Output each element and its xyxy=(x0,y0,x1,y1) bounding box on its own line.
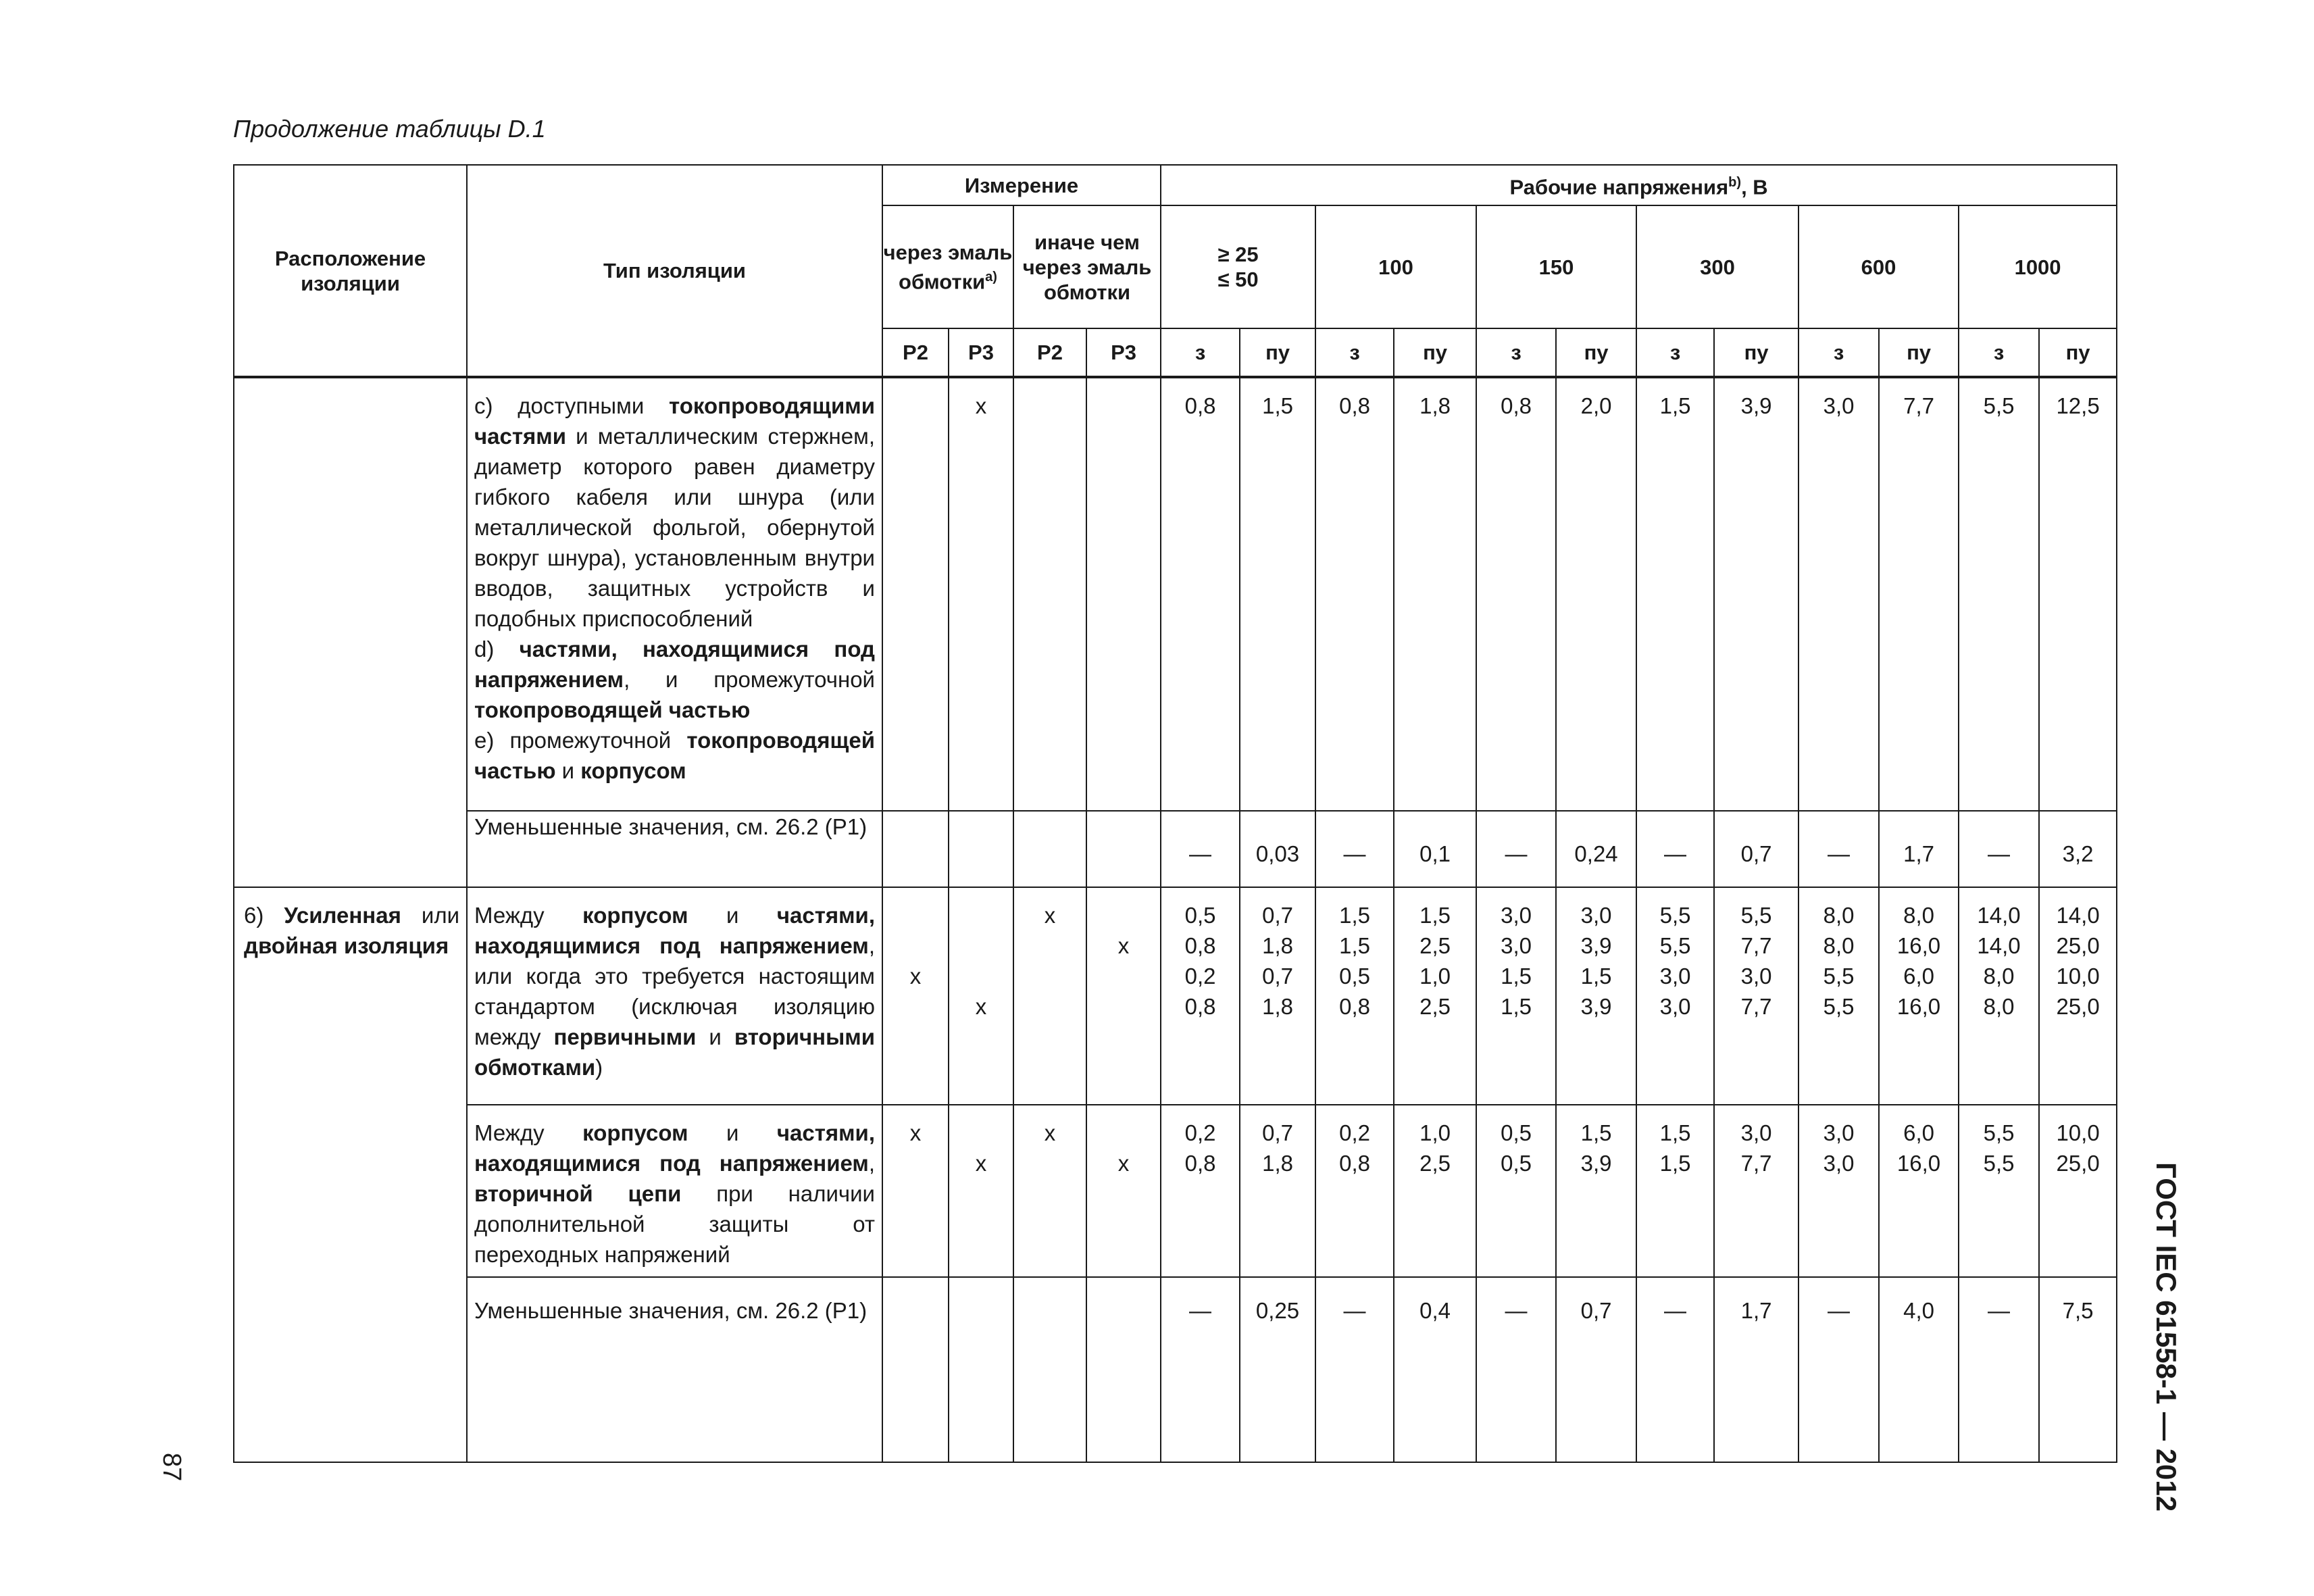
header-p3: P3 xyxy=(949,328,1013,377)
table-cell: 1,5 xyxy=(1240,377,1315,811)
table-cell: — xyxy=(1636,1277,1714,1462)
row-c-reduced-p2 xyxy=(882,811,949,887)
table-cell: — xyxy=(1959,1277,2039,1462)
header-z: з xyxy=(1315,328,1394,377)
row6-col-8: 8,0 8,0 5,5 5,5 xyxy=(1799,887,1879,1105)
header-voltage-25-50: ≥ 25 ≤ 50 xyxy=(1161,205,1315,328)
header-voltage-100: 100 xyxy=(1315,205,1476,328)
row6-col-2: 1,5 1,5 0,5 0,8 xyxy=(1315,887,1394,1105)
header-voltage-600: 600 xyxy=(1799,205,1959,328)
table-cell: 1,7 xyxy=(1714,1277,1799,1462)
row6-p3-other-mark: x xyxy=(1086,887,1161,1105)
row7-col-10: 5,5 5,5 xyxy=(1959,1105,2039,1277)
table-cell: — xyxy=(1161,1277,1240,1462)
row6-col-7: 5,5 7,7 3,0 7,7 xyxy=(1714,887,1799,1105)
row-c-reduced-p3-other xyxy=(1086,811,1161,887)
header-p2: P2 xyxy=(882,328,949,377)
header-z: з xyxy=(1476,328,1556,377)
table-cell: 7,5 xyxy=(2039,1277,2117,1462)
row7-col-5: 1,5 3,9 xyxy=(1556,1105,1636,1277)
table-cell: 1,8 xyxy=(1394,377,1476,811)
table-cell: 0,03 xyxy=(1240,811,1315,887)
table-cell: 7,7 xyxy=(1879,377,1959,811)
row6-col-5: 3,0 3,9 1,5 3,9 xyxy=(1556,887,1636,1105)
row-c-p2 xyxy=(882,377,949,811)
row7-col-3: 1,0 2,5 xyxy=(1394,1105,1476,1277)
row-c-p3-other xyxy=(1086,377,1161,811)
row7-col-1: 0,7 1,8 xyxy=(1240,1105,1315,1277)
table-cell: 3,0 xyxy=(1799,377,1879,811)
row7-reduced-text: Уменьшенные значения, см. 26.2 (P1) xyxy=(467,1277,882,1462)
row6-col-11: 14,0 25,0 10,0 25,0 xyxy=(2039,887,2117,1105)
table-cell: 0,8 xyxy=(1161,377,1240,811)
header-measurement: Измерение xyxy=(882,165,1161,205)
row7-type: Между корпусом и частями, находящимися под напряжением, вторичной цепи при наличии дополнительной защиты от переходных напряжений xyxy=(467,1105,882,1277)
header-pu: пу xyxy=(1879,328,1959,377)
row7-col-8: 3,0 3,0 xyxy=(1799,1105,1879,1277)
table-cell: — xyxy=(1799,1277,1879,1462)
table-cell: 0,8 xyxy=(1476,377,1556,811)
table-cell: — xyxy=(1799,811,1879,887)
header-pu: пу xyxy=(2039,328,2117,377)
header-z: з xyxy=(1161,328,1240,377)
row7-p3-other-mark: x xyxy=(1086,1105,1161,1277)
table-cell: 0,7 xyxy=(1556,1277,1636,1462)
row7-col-2: 0,2 0,8 xyxy=(1315,1105,1394,1277)
table-cell: 0,24 xyxy=(1556,811,1636,887)
header-z: з xyxy=(1636,328,1714,377)
row-c-reduced-p3 xyxy=(949,811,1013,887)
table-cell: — xyxy=(1476,1277,1556,1462)
table-cell: 5,5 xyxy=(1959,377,2039,811)
row6-col-4: 3,0 3,0 1,5 1,5 xyxy=(1476,887,1556,1105)
header-type: Тип изоляции xyxy=(467,165,882,377)
row6-type: Между корпусом и частями, находящимися под напряжением, или когда это требуется настоящим стандартом (исключая изоляцию между первичными и вторичными обмотками) xyxy=(467,887,882,1105)
header-z: з xyxy=(1799,328,1879,377)
row7-p3-mark: x xyxy=(949,1105,1013,1277)
table-cell: 2,0 xyxy=(1556,377,1636,811)
row6-col-0: 0,5 0,8 0,2 0,8 xyxy=(1161,887,1240,1105)
header-pu: пу xyxy=(1394,328,1476,377)
header-other-than-enamel: иначе чем через эмаль обмотки xyxy=(1013,205,1161,328)
row7-p2-mark: x xyxy=(882,1105,949,1277)
row7-reduced-p3-other xyxy=(1086,1277,1161,1462)
table-cell: — xyxy=(1476,811,1556,887)
row6-p3-mark: x xyxy=(949,887,1013,1105)
header-pu: пу xyxy=(1240,328,1315,377)
row7-p2-other-mark: x xyxy=(1013,1105,1086,1277)
table-cell: — xyxy=(1315,1277,1394,1462)
table-cell: — xyxy=(1315,811,1394,887)
header-p3-other: P3 xyxy=(1086,328,1161,377)
row6-col-1: 0,7 1,8 0,7 1,8 xyxy=(1240,887,1315,1105)
header-voltage-150: 150 xyxy=(1476,205,1636,328)
table-cell: — xyxy=(1636,811,1714,887)
table-cell: 3,9 xyxy=(1714,377,1799,811)
row7-col-11: 10,0 25,0 xyxy=(2039,1105,2117,1277)
insulation-table xyxy=(233,164,2117,1463)
row6-col-9: 8,0 16,0 6,0 16,0 xyxy=(1879,887,1959,1105)
header-pu: пу xyxy=(1714,328,1799,377)
location-cell-empty xyxy=(234,377,467,887)
row7-col-4: 0,5 0,5 xyxy=(1476,1105,1556,1277)
row6-col-3: 1,5 2,5 1,0 2,5 xyxy=(1394,887,1476,1105)
header-location: Расположение изоляции xyxy=(234,165,467,377)
header-voltage-1000: 1000 xyxy=(1959,205,2117,328)
row7-col-9: 6,0 16,0 xyxy=(1879,1105,1959,1277)
header-voltage-300: 300 xyxy=(1636,205,1799,328)
header-voltage: Рабочие напряжения$^{b)}$, В xyxy=(1161,165,2117,205)
table-cell: 4,0 xyxy=(1879,1277,1959,1462)
header-p2-other: P2 xyxy=(1013,328,1086,377)
row7-col-7: 3,0 7,7 xyxy=(1714,1105,1799,1277)
row6-col-6: 5,5 5,5 3,0 3,0 xyxy=(1636,887,1714,1105)
page-number: 87 xyxy=(157,1453,186,1482)
table-cell: 1,5 xyxy=(1636,377,1714,811)
table-cell: 0,4 xyxy=(1394,1277,1476,1462)
row6-col-10: 14,0 14,0 8,0 8,0 xyxy=(1959,887,2039,1105)
header-pu: пу xyxy=(1556,328,1636,377)
row7-col-6: 1,5 1,5 xyxy=(1636,1105,1714,1277)
table-cell: 1,7 xyxy=(1879,811,1959,887)
row6-p2-mark: x xyxy=(882,887,949,1105)
row-c-p3-mark: x xyxy=(949,377,1013,811)
header-through-enamel: через эмаль обмотки$^{a)}$ xyxy=(882,205,1013,328)
row7-reduced-p2-other xyxy=(1013,1277,1086,1462)
table-cell: — xyxy=(1161,811,1240,887)
row6-p2-other-mark: x xyxy=(1013,887,1086,1105)
table-cell: 0,1 xyxy=(1394,811,1476,887)
table-caption: Продолжение таблицы D.1 xyxy=(233,115,546,143)
row-c-reduced-p2-other xyxy=(1013,811,1086,887)
header-z: з xyxy=(1959,328,2039,377)
table-cell: 0,8 xyxy=(1315,377,1394,811)
row7-reduced-p3 xyxy=(949,1277,1013,1462)
row-c-p2-other xyxy=(1013,377,1086,811)
table-cell: 0,25 xyxy=(1240,1277,1315,1462)
row7-reduced-p2 xyxy=(882,1277,949,1462)
table-cell: — xyxy=(1959,811,2039,887)
row-c-type: с) доступными токопроводящими частями и металлическим стержнем, диаметр которого равен диаметру гибкого кабеля или шнура (или металлической фольгой, обернутой вокруг шнура), установленным внутри вводов, защитных устройств и подобных приспособлений d) частями, находящимися под напряжением, и промежуточной токопроводящей частью е) промежуточной токопроводящей частью и корпусом xyxy=(467,377,882,811)
table-cell: 12,5 xyxy=(2039,377,2117,811)
row6-location: 6) Усиленная или двойная изоляция xyxy=(234,887,467,1462)
row-c-reduced-text: Уменьшенные значения, см. 26.2 (P1) xyxy=(467,811,882,887)
row7-col-0: 0,2 0,8 xyxy=(1161,1105,1240,1277)
table-cell: 3,2 xyxy=(2039,811,2117,887)
table-cell: 0,7 xyxy=(1714,811,1799,887)
standard-designation: ГОСТ IEC 61558-1 — 2012 xyxy=(2150,1162,2182,1512)
